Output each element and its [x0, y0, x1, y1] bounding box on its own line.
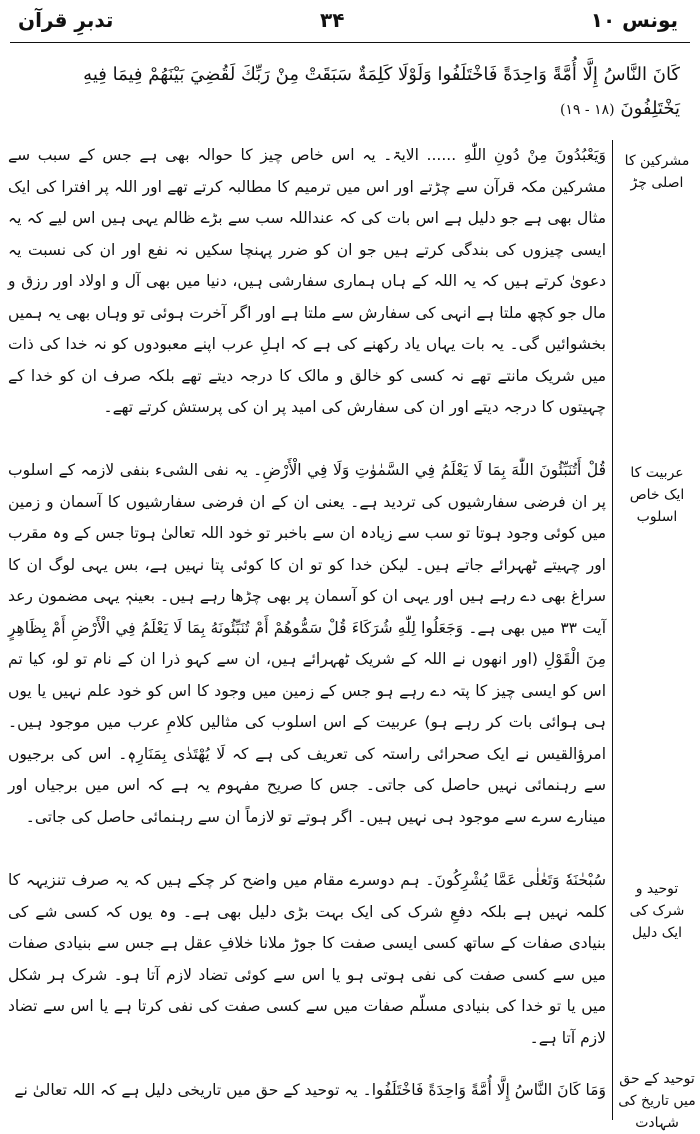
commentary-section-4: [8, 1075, 606, 1107]
book-title: تدبرِ قرآن: [18, 8, 114, 32]
margin-note-1: مشرکین کا اصلی چڑ: [624, 153, 690, 191]
commentary-section-2: [8, 455, 606, 833]
commentary-section-3: [8, 865, 606, 1054]
commentary-text-4: وَمَا كَانَ النَّاسُ إِلَّا أُمَّةً وَاحِدَةً فَاخْتَلَفُوا۔ یہ توحید کے حق میں تاریخی دلیل ہے کہ اللہ تعالیٰ نے: [14, 1081, 606, 1099]
verse-reference: (۱۸ - ۱۹): [559, 102, 615, 118]
page-number: ۳۴: [320, 8, 345, 32]
commentary-section-1: [8, 140, 606, 424]
commentary-text-3: سُبْحٰنَهٗ وَتَعٰلٰى عَمَّا يُشْرِكُونَ۔ ہم دوسرے مقام میں واضح کر چکے ہیں کہ یہ صرف تنزیہہ کا کلمہ نہیں ہے بلکہ دفعِ شرک کی ایک بہت بڑی دلیل بھی ہے۔ وہ یوں کہ کسی شے کی بنیادی صفات کے ساتھ کسی ایسی صفت کا جوڑ ملانا خلافِ عقل ہے جس سے بنیادی صفات میں سے کسی صفت کی نفی ہوتی ہو یا اس سے کوئی تضاد لازم آتا ہو۔ شرک ہر شکل میں یا تو خدا کی بنیادی مسلّم صفات میں سے کسی صفت کی نفی کرتا ہے یا اس سے تضاد لازم آتا ہے۔: [8, 871, 606, 1047]
surah-header: یونس ۱۰: [590, 8, 678, 32]
margin-note-2: عربیت کا ایک خاص اسلوب: [629, 465, 685, 525]
margin-note-3: توحید و شرک کی ایک دلیل: [629, 881, 685, 941]
margin-note-4: توحید کے حق میں تاریخ کی شہادت: [618, 1071, 696, 1131]
verse-block: [20, 58, 680, 127]
margin-divider: [612, 140, 613, 1120]
verse-text: كَانَ النَّاسُ إِلَّا أُمَّةً وَاحِدَةً فَاخْتَلَفُوا وَلَوْلَا كَلِمَةٌ سَبَقَتْ مِنْ رَبِّكَ لَقُضِيَ بَيْنَهُمْ فِيمَا فِيهِ يَخْتَلِفُونَ: [83, 64, 680, 119]
commentary-text-1: وَيَعْبُدُونَ مِنْ دُونِ اللّٰهِ ...... الایۃ۔ یہ اس خاص چیز کا حوالہ بھی ہے جس کے سبب سے مشرکین مکہ قرآن سے چڑتے اور اس میں ترمیم کا مطالبہ کرتے تھے اور اللہ پر افترا کی ایک مثال بھی ہے جو دلیل ہے اس بات کی کہ عنداللہ سب سے بڑے ظالم یہی ہیں اس لیے کہ یہ ایسی چیزوں کی بندگی کرتے ہیں جو ان کو ضرر پہنچا سکیں نہ نفع اور ان کی نسبت یہ دعویٰ کرتے ہیں کہ یہ اللہ کے ہاں ہماری سفارشی ہیں، دنیا میں بھی آل و اولاد اور رزق و مال جو کچھ ملتا ہے انہی کی سفارش سے ملتا ہے اور اگر آخرت ہوئی تو وہاں بھی یہ ہمیں بخشوائیں گی۔ یہ بات یہاں یاد رکھنے کی ہے کہ اہلِ عرب اپنے معبودوں کو نہ خدا کی ذات میں شریک مانتے تھے نہ کسی کو خالق و مالک کا درجہ دیتے تھے بلکہ صرف ان کو خدا کے چہیتوں کا درجہ دیتے اور ان کی سفارش کی امید پر ان کی پرستش کرتے تھے۔: [8, 146, 606, 416]
header-divider: [10, 42, 690, 43]
commentary-text-2: قُلْ أَتُنَبِّئُونَ اللّٰهَ بِمَا لَا يَعْلَمُ فِي السَّمٰوٰتِ وَلَا فِي الْأَرْضِ۔ یہ نفی الشیء بنفی لازمہ کے اسلوب پر ان فرضی سفارشیوں کی تردید ہے۔ یعنی ان کے ان فرضی سفارشیوں کا آسمان و زمین میں کوئی وجود ہوتا تو سب سے زیادہ ان سے باخبر تو خود اللہ تعالیٰ ہوتا جس کے وہ مقرب اور چہیتے ٹھہرائے جاتے ہیں۔ لیکن خدا کو تو ان کا کوئی پتا نہیں ہے، بس یہی لوگ ان کا سراغ بھی دے رہے ہیں اور یہی ان کو آسمان پر بھی چڑھا رہے ہیں۔ بعینہٖ یہی مضمون رعد آیت ۳۳ میں بھی ہے۔ وَجَعَلُوا لِلّٰهِ شُرَكَاءَ قُلْ سَمُّوهُمْ أَمْ تُنَبِّئُونَهُ بِمَا لَا يَعْلَمُ فِي الْأَرْضِ أَمْ بِظَاهِرٍ مِنَ الْقَوْلِ (اور انھوں نے اللہ کے شریک ٹھہرائے ہیں، ان سے کہو ذرا ان کے نام تو لو، کیا تم اس کو ایسی چیز کا پتہ دے رہے ہو جس کے زمین میں وجود کا اس کو خود علم نہیں یا یوں ہی ہوائی بات کر رہے ہو) عربیت کے اس اسلوب کی مثالیں کلامِ عرب میں موجود ہیں۔ امرؤالقیس نے ایک صحرائی راستہ کی تعریف کی ہے کہ لَا يُهْتَدٰى بِمَنَارِهٖ۔ اس کی برجیوں سے رہنمائی نہیں حاصل کی جاتی۔ جس کا صریح مفہوم یہ ہے کہ اس میں برجیاں اور مینارے سرے سے موجود ہی نہیں ہیں۔ اگر ہوتے تو لازماً ان سے رہنمائی حاصل کی جاتی۔: [8, 461, 606, 826]
